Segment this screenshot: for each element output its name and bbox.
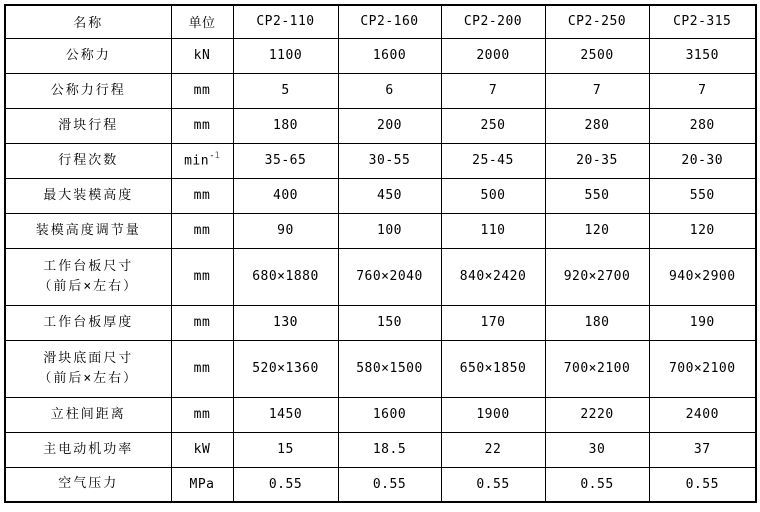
row-label-line1: 装模高度调节量	[35, 222, 141, 238]
row-label	[5, 340, 171, 397]
cell-value: 130	[233, 305, 338, 340]
cell-value: 35-65	[233, 143, 338, 178]
row-label	[5, 73, 171, 108]
cell-value: 0.55	[338, 467, 441, 502]
row-unit	[171, 340, 233, 397]
cell-value: 170	[441, 305, 545, 340]
cell-value: 500	[441, 178, 545, 213]
unit-superscript-digit: 1	[214, 151, 220, 162]
row-unit	[171, 143, 233, 178]
cell-value: 190	[649, 305, 756, 340]
cell-value: 180	[233, 108, 338, 143]
cell-value: 30-55	[338, 143, 441, 178]
cell-value: 940×2900	[649, 248, 756, 305]
cell-value: 90	[233, 213, 338, 248]
row-unit	[171, 108, 233, 143]
cell-value: 0.55	[233, 467, 338, 502]
table-row	[5, 143, 756, 178]
cell-value: 20-30	[649, 143, 756, 178]
cell-value: 20-35	[545, 143, 649, 178]
header-model-0: CP2-110	[233, 5, 338, 38]
table-row	[5, 248, 756, 305]
row-label-line1: 滑块底面尺寸	[43, 350, 134, 366]
cell-value: 120	[649, 213, 756, 248]
cell-value: 680×1880	[233, 248, 338, 305]
row-unit	[171, 213, 233, 248]
cell-value: 200	[338, 108, 441, 143]
table-row	[5, 213, 756, 248]
table-row	[5, 432, 756, 467]
cell-value: 2000	[441, 38, 545, 73]
header-model-1: CP2-160	[338, 5, 441, 38]
unit-text: min	[184, 153, 210, 169]
row-label-line2: （前后×左右）	[38, 278, 139, 294]
cell-value: 280	[649, 108, 756, 143]
cell-value: 150	[338, 305, 441, 340]
unit-text: kN	[193, 48, 211, 63]
table-row	[5, 38, 756, 73]
cell-value: 22	[441, 432, 545, 467]
row-unit	[171, 248, 233, 305]
table-row	[5, 178, 756, 213]
header-row	[5, 5, 756, 38]
cell-value: 30	[545, 432, 649, 467]
spec-table	[4, 4, 757, 503]
unit-text: mm	[193, 269, 211, 284]
unit-text: mm	[193, 361, 211, 376]
unit-text: kW	[193, 442, 211, 457]
row-label-line1: 主电动机功率	[43, 441, 134, 457]
cell-value: 100	[338, 213, 441, 248]
row-label	[5, 213, 171, 248]
unit-text: mm	[193, 223, 211, 238]
row-unit	[171, 178, 233, 213]
row-label-line1: 空气压力	[58, 476, 119, 492]
cell-value: 1900	[441, 397, 545, 432]
cell-value: 180	[545, 305, 649, 340]
row-label	[5, 305, 171, 340]
cell-value: 7	[649, 73, 756, 108]
row-unit	[171, 397, 233, 432]
table-row	[5, 467, 756, 502]
row-label	[5, 397, 171, 432]
cell-value: 15	[233, 432, 338, 467]
header-model-4: CP2-315	[649, 5, 756, 38]
header-unit: 单位	[171, 5, 233, 38]
table-row	[5, 340, 756, 397]
row-label-line1: 立柱间距离	[50, 406, 126, 422]
row-label-line1: 公称力行程	[50, 82, 126, 98]
row-label	[5, 467, 171, 502]
row-label-line1: 工作台板厚度	[43, 314, 134, 330]
cell-value: 5	[233, 73, 338, 108]
cell-value: 450	[338, 178, 441, 213]
cell-value: 7	[545, 73, 649, 108]
cell-value: 0.55	[649, 467, 756, 502]
unit-text: mm	[193, 315, 211, 330]
cell-value: 37	[649, 432, 756, 467]
table-body	[5, 38, 756, 502]
row-label-line1: 工作台板尺寸	[43, 258, 134, 274]
header-model-2: CP2-200	[441, 5, 545, 38]
row-label	[5, 143, 171, 178]
cell-value: 2400	[649, 397, 756, 432]
cell-value: 1100	[233, 38, 338, 73]
cell-value: 7	[441, 73, 545, 108]
unit-text: mm	[193, 188, 211, 203]
row-unit	[171, 38, 233, 73]
cell-value: 520×1360	[233, 340, 338, 397]
cell-value: 250	[441, 108, 545, 143]
cell-value: 0.55	[545, 467, 649, 502]
cell-value: 920×2700	[545, 248, 649, 305]
table-row	[5, 73, 756, 108]
cell-value: 0.55	[441, 467, 545, 502]
unit-text: MPa	[189, 476, 215, 492]
cell-value: 700×2100	[545, 340, 649, 397]
cell-value: 6	[338, 73, 441, 108]
cell-value: 400	[233, 178, 338, 213]
cell-value: 550	[649, 178, 756, 213]
unit-text: mm	[193, 118, 211, 133]
table-row	[5, 305, 756, 340]
row-label-line1: 公称力	[65, 47, 111, 63]
cell-value: 25-45	[441, 143, 545, 178]
cell-value: 2220	[545, 397, 649, 432]
unit-text: mm	[193, 83, 211, 98]
row-unit	[171, 432, 233, 467]
cell-value: 3150	[649, 38, 756, 73]
header-model-3: CP2-250	[545, 5, 649, 38]
row-label-line1: 滑块行程	[58, 117, 119, 133]
row-label-line1: 行程次数	[58, 152, 119, 168]
row-label-line1: 最大装模高度	[43, 187, 134, 203]
cell-value: 120	[545, 213, 649, 248]
cell-value: 550	[545, 178, 649, 213]
header-name: 名称	[5, 5, 171, 38]
cell-value: 650×1850	[441, 340, 545, 397]
unit-text: mm	[193, 407, 211, 422]
row-unit	[171, 467, 233, 502]
table-row	[5, 108, 756, 143]
row-label	[5, 108, 171, 143]
cell-value: 2500	[545, 38, 649, 73]
cell-value: 110	[441, 213, 545, 248]
cell-value: 18.5	[338, 432, 441, 467]
cell-value: 280	[545, 108, 649, 143]
cell-value: 700×2100	[649, 340, 756, 397]
cell-value: 760×2040	[338, 248, 441, 305]
cell-value: 1600	[338, 38, 441, 73]
row-label-line2: （前后×左右）	[38, 370, 139, 386]
table-row	[5, 397, 756, 432]
row-unit	[171, 73, 233, 108]
cell-value: 1600	[338, 397, 441, 432]
row-label	[5, 432, 171, 467]
cell-value: 1450	[233, 397, 338, 432]
cell-value: 580×1500	[338, 340, 441, 397]
row-unit	[171, 305, 233, 340]
row-label	[5, 248, 171, 305]
cell-value: 840×2420	[441, 248, 545, 305]
row-label	[5, 38, 171, 73]
row-label	[5, 178, 171, 213]
unit-superscript	[209, 151, 220, 161]
unit-superscript-minus: -	[209, 151, 215, 162]
